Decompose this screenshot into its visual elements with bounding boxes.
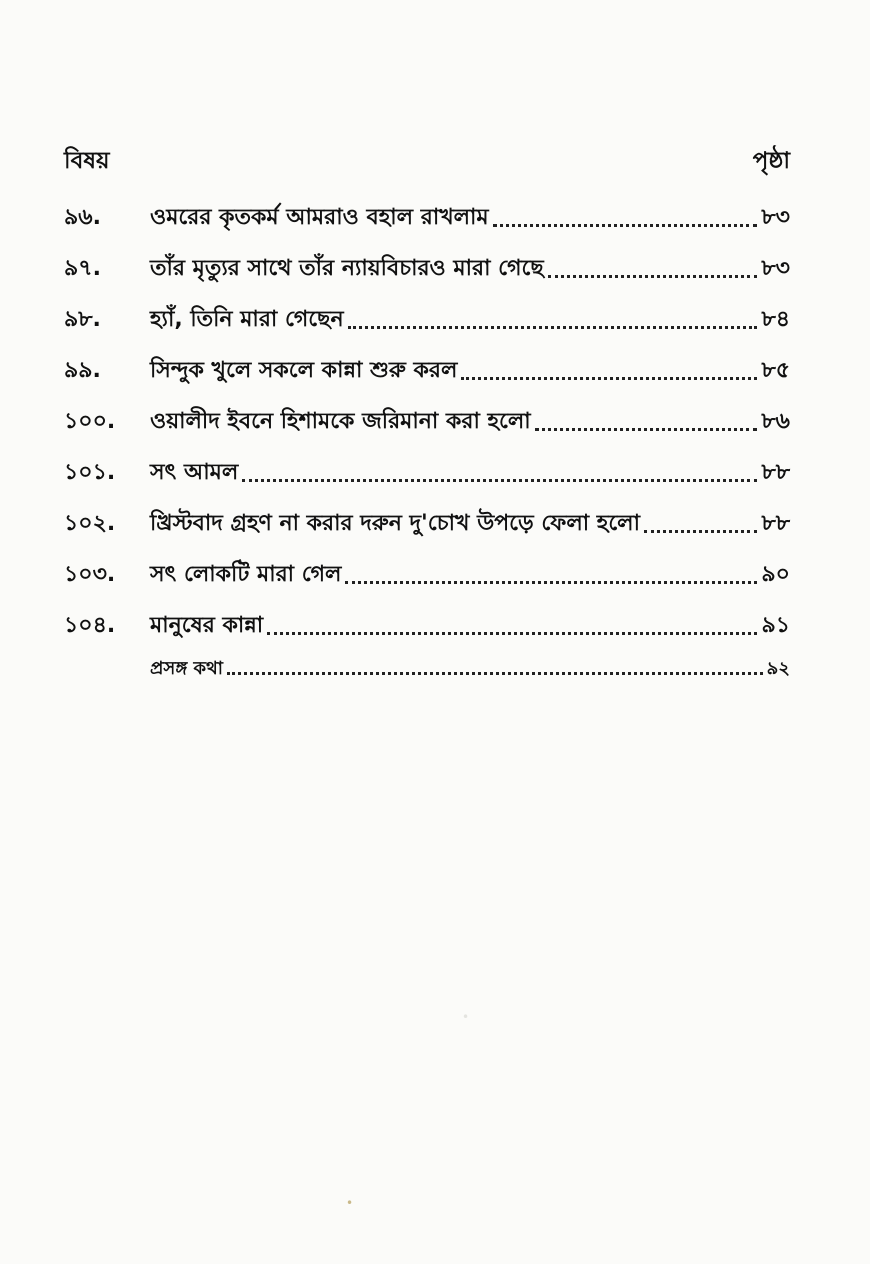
entry-page: ৮৮ <box>761 460 790 485</box>
toc-entry <box>64 295 790 346</box>
dot-leader <box>348 326 758 329</box>
paper-speck: • <box>346 1196 354 1210</box>
entry-title: সৎ লোকটি মারা গেল <box>150 562 342 587</box>
dot-leader <box>493 224 758 227</box>
toc-entry <box>64 193 790 244</box>
entry-title: মানুষের কান্না <box>150 613 264 638</box>
entry-number: ৯৭. <box>64 256 101 281</box>
toc-entry <box>64 550 790 601</box>
toc-entry <box>64 244 790 295</box>
paper-speck: • <box>462 1010 470 1024</box>
entry-page: ৯১ <box>761 613 790 638</box>
entry-number: ১০৪. <box>64 613 116 638</box>
entry-title: খ্রিস্টবাদ গ্রহণ না করার দরুন দু'চোখ উপড়ে ফেলা হলো <box>150 511 640 536</box>
toc-entry <box>64 346 790 397</box>
dot-leader <box>548 275 758 278</box>
entry-number: ১০১. <box>64 460 116 485</box>
toc-entry <box>64 652 790 686</box>
dot-leader <box>644 530 757 533</box>
toc-header <box>64 142 790 182</box>
toc-entry <box>64 499 790 550</box>
entry-title: ওমরের কৃতকর্ম আমরাও বহাল রাখলাম <box>150 205 489 230</box>
toc-entry <box>64 397 790 448</box>
toc-entry <box>64 448 790 499</box>
entry-number: ১০২. <box>64 511 116 536</box>
toc-entry <box>64 601 790 652</box>
dot-leader <box>345 581 757 584</box>
entry-page: ৮৬ <box>761 409 790 434</box>
entry-page: ৯০ <box>761 562 790 587</box>
entry-title: সৎ আমল <box>150 460 239 485</box>
entry-title: সিন্দুক খুলে সকলে কান্না শুরু করল <box>150 358 458 383</box>
dot-leader <box>227 672 763 675</box>
entry-page: ৯২ <box>766 657 790 679</box>
entry-page: ৮৮ <box>761 511 790 536</box>
entry-page: ৮৩ <box>761 205 790 230</box>
entry-title: প্রসঙ্গ কথা <box>150 657 223 679</box>
dot-leader <box>242 479 757 482</box>
entry-title: ওয়ালীদ ইবনে হিশামকে জরিমানা করা হলো <box>150 409 531 434</box>
toc-list <box>64 193 790 686</box>
dot-leader <box>461 377 757 380</box>
dot-leader <box>535 428 758 431</box>
page-heading: পৃষ্ঠা <box>752 148 790 174</box>
entry-number: ৯৯. <box>64 358 101 383</box>
entry-title: তাঁর মৃত্যুর সাথে তাঁর ন্যায়বিচারও মারা গেছে <box>150 256 544 281</box>
subject-heading: বিষয় <box>64 148 110 174</box>
entry-page: ৮৫ <box>761 358 790 383</box>
entry-number: ৯৮. <box>64 307 101 332</box>
dot-leader <box>267 632 757 635</box>
entry-page: ৮৩ <box>761 256 790 281</box>
entry-number: ১০০. <box>64 409 116 434</box>
entry-title: হ্যাঁ, তিনি মারা গেছেন <box>150 307 344 332</box>
entry-number: ১০৩. <box>64 562 116 587</box>
entry-number: ৯৬. <box>64 205 101 230</box>
entry-page: ৮৪ <box>761 307 790 332</box>
